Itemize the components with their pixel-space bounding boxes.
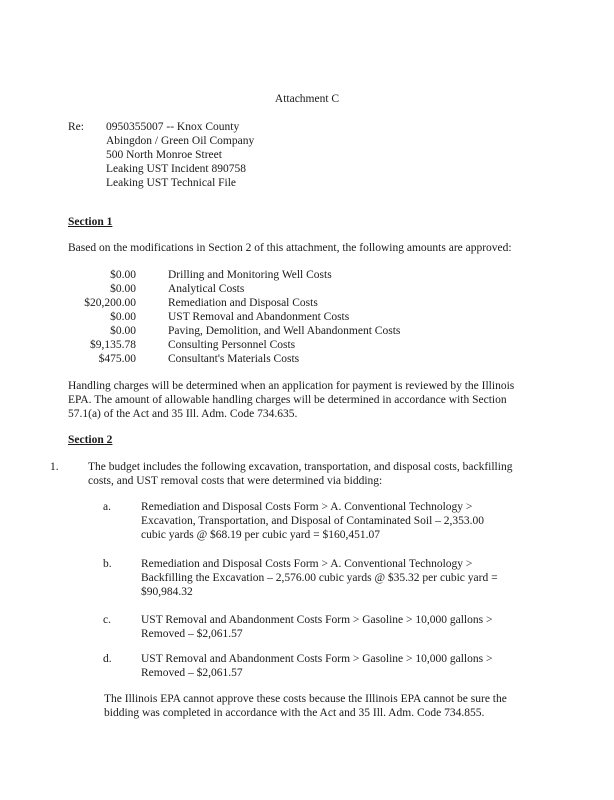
re-line: 0950355007 -- Knox County xyxy=(106,121,240,133)
amounts-column xyxy=(68,268,136,366)
re-line: Leaking UST Technical File xyxy=(106,177,237,189)
amount-value: $0.00 xyxy=(110,269,136,281)
subitem-letter: a. xyxy=(103,501,111,513)
re-line: Leaking UST Incident 890758 xyxy=(106,163,246,175)
section2-heading: Section 2 xyxy=(68,434,113,446)
re-line: 500 North Monroe Street xyxy=(106,149,222,161)
re-address-block xyxy=(106,120,254,190)
amount-value: $0.00 xyxy=(110,283,136,295)
amount-description: Drilling and Monitoring Well Costs xyxy=(168,269,332,281)
subitem-text: UST Removal and Abandonment Costs Form > Gasoline > 10,000 gallons > Removed – $2,061.57 xyxy=(141,614,493,640)
attachment-title: Attachment C xyxy=(274,93,340,105)
subitem-letter: c. xyxy=(103,614,111,626)
amount-description: Consulting Personnel Costs xyxy=(168,339,296,351)
subitem-text: Remediation and Disposal Costs Form > A. Conventional Technology > Excavation, Transportation, and Disposal of Contaminated Soil – 2,353.00 cubic yards @ $68.19 per cubic yard = $160,451.07 xyxy=(141,501,485,541)
amount-description: Paving, Demolition, and Well Abandonment Costs xyxy=(168,325,401,337)
item-text: The budget includes the following excavation, transportation, and disposal costs, backfilling costs, and UST removal costs that were determined via bidding: xyxy=(88,461,513,487)
amount-value: $9,135.78 xyxy=(90,339,136,351)
subitem-text: UST Removal and Abandonment Costs Form > Gasoline > 10,000 gallons > Removed – $2,061.57 xyxy=(141,653,493,679)
descriptions-column xyxy=(168,268,400,366)
amount-value: $475.00 xyxy=(98,353,136,365)
re-label: Re: xyxy=(68,121,84,133)
amount-description: Remediation and Disposal Costs xyxy=(168,297,318,309)
amount-value: $0.00 xyxy=(110,325,136,337)
amount-description: Consultant's Materials Costs xyxy=(168,353,300,365)
section1-intro: Based on the modifications in Section 2 of this attachment, the following amounts are approved: xyxy=(68,242,512,254)
amount-value: $20,200.00 xyxy=(84,297,136,309)
amount-description: Analytical Costs xyxy=(168,283,245,295)
subitem-letter: d. xyxy=(103,653,112,665)
handling-charges-note: Handling charges will be determined when an application for payment is reviewed by the Illinois EPA. The amount of allowable handling charges will be determined in accordance with Section 57.1(a) of the Act and 35 Ill. Adm. Code 734.635. xyxy=(68,380,515,420)
re-line: Abingdon / Green Oil Company xyxy=(106,135,255,147)
amount-value: $0.00 xyxy=(110,311,136,323)
subitem-text: Remediation and Disposal Costs Form > A. Conventional Technology > Backfilling the Excavation – 2,576.00 cubic yards @ $35.32 per cubic yard = $90,984.32 xyxy=(141,558,498,598)
amount-description: UST Removal and Abandonment Costs xyxy=(168,311,350,323)
closing-statement: The Illinois EPA cannot approve these costs because the Illinois EPA cannot be sure the bidding was completed in accordance with the Act and 35 Ill. Adm. Code 734.855. xyxy=(104,693,507,719)
item-number: 1. xyxy=(50,461,59,473)
subitem-letter: b. xyxy=(103,558,112,570)
section1-heading: Section 1 xyxy=(68,216,113,228)
